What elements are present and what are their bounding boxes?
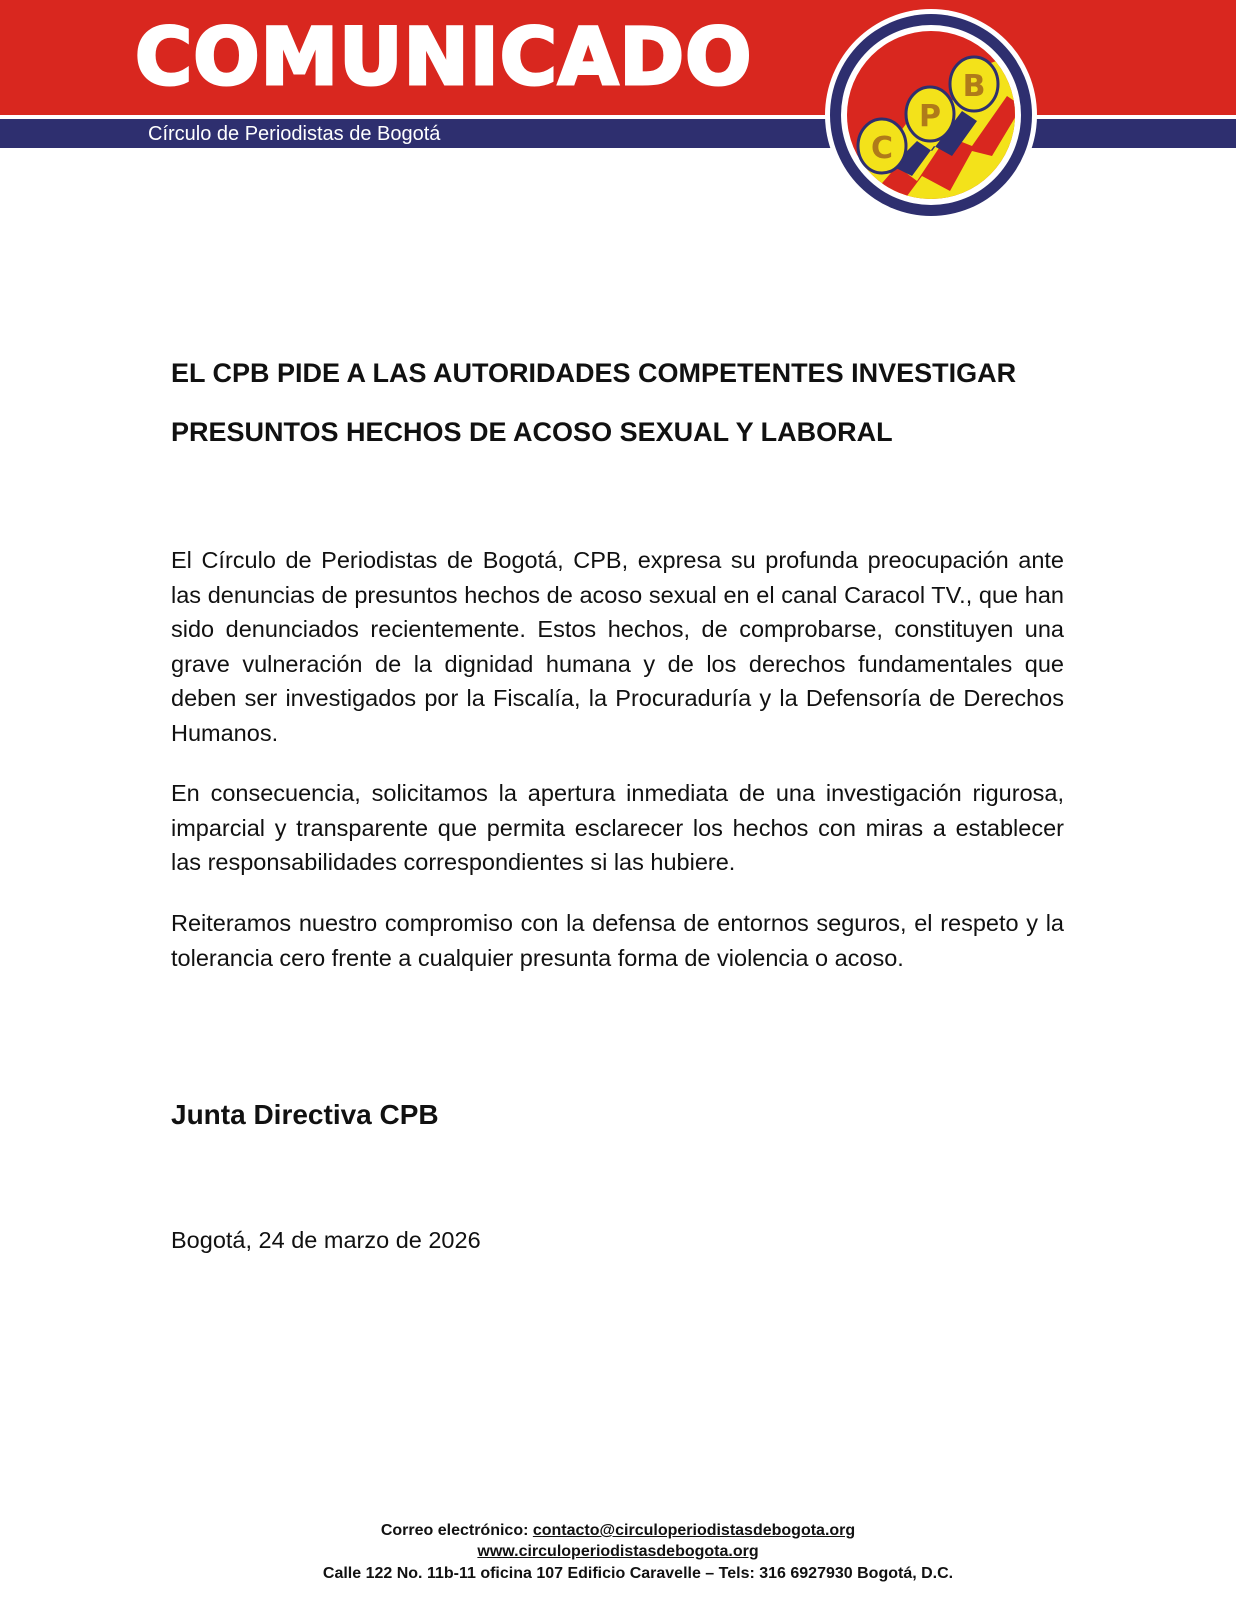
footer-email-line	[0, 1520, 1236, 1541]
body-paragraph-1: El Círculo de Periodistas de Bogotá, CPB, expresa su profunda preocupación ante las denuncias de presuntos hechos de acoso sexual en el canal Caracol TV., que han sido denunciados recientemente. Estos hechos, de comprobarse, constituyen una grave vulneración de la dignidad humana y de los derechos fundamentales que deben ser investigados por la Fiscalía, la Procuraduría y la Defensoría de Derechos Humanos.	[171, 547, 1064, 746]
logo-coin-p	[906, 87, 954, 141]
logo-letter-b: B	[962, 69, 986, 104]
footer-website-link[interactable]: www.circuloperiodistasdebogota.org	[477, 1543, 759, 1560]
footer-email-link[interactable]: contacto@circuloperiodistasdebogota.org	[532, 1522, 856, 1539]
header-subtitle: Círculo de Periodistas de Bogotá	[148, 123, 441, 145]
footer-email-label: Correo electrónico:	[380, 1522, 533, 1539]
header-title: COMUNICADO	[135, 13, 753, 103]
headline-line-1: EL CPB PIDE A LAS AUTORIDADES COMPETENTES INVESTIGAR	[171, 358, 1017, 388]
footer-address: Calle 122 No. 11b-11 oficina 107 Edificio Caravelle – Tels: 316 6927930 Bogotá, D.C.	[322, 1565, 954, 1582]
body-paragraph-2: En consecuencia, solicitamos la apertura inmediata de una investigación rigurosa, imparcial y transparente que permita esclarecer los hechos con miras a establecer las responsabilidades correspondientes si las hubiere.	[171, 780, 1064, 875]
footer-website-line	[0, 1541, 1236, 1562]
cpb-logo-icon	[822, 6, 1040, 224]
headline-line-2: PRESUNTOS HECHOS DE ACOSO SEXUAL Y LABORAL	[171, 417, 893, 447]
logo-letter-c: C	[870, 131, 894, 166]
document-date: Bogotá, 24 de marzo de 2026	[171, 1227, 481, 1253]
logo-coin-b	[950, 57, 998, 111]
body-paragraph-3: Reiteramos nuestro compromiso con la defensa de entornos seguros, el respeto y la tolerancia cero frente a cualquier presunta forma de violencia o acoso.	[171, 910, 1064, 971]
signature: Junta Directiva CPB	[171, 1099, 439, 1130]
document-headline	[171, 344, 1071, 462]
logo-coin-c	[858, 119, 906, 173]
logo-letter-p: P	[919, 99, 941, 134]
